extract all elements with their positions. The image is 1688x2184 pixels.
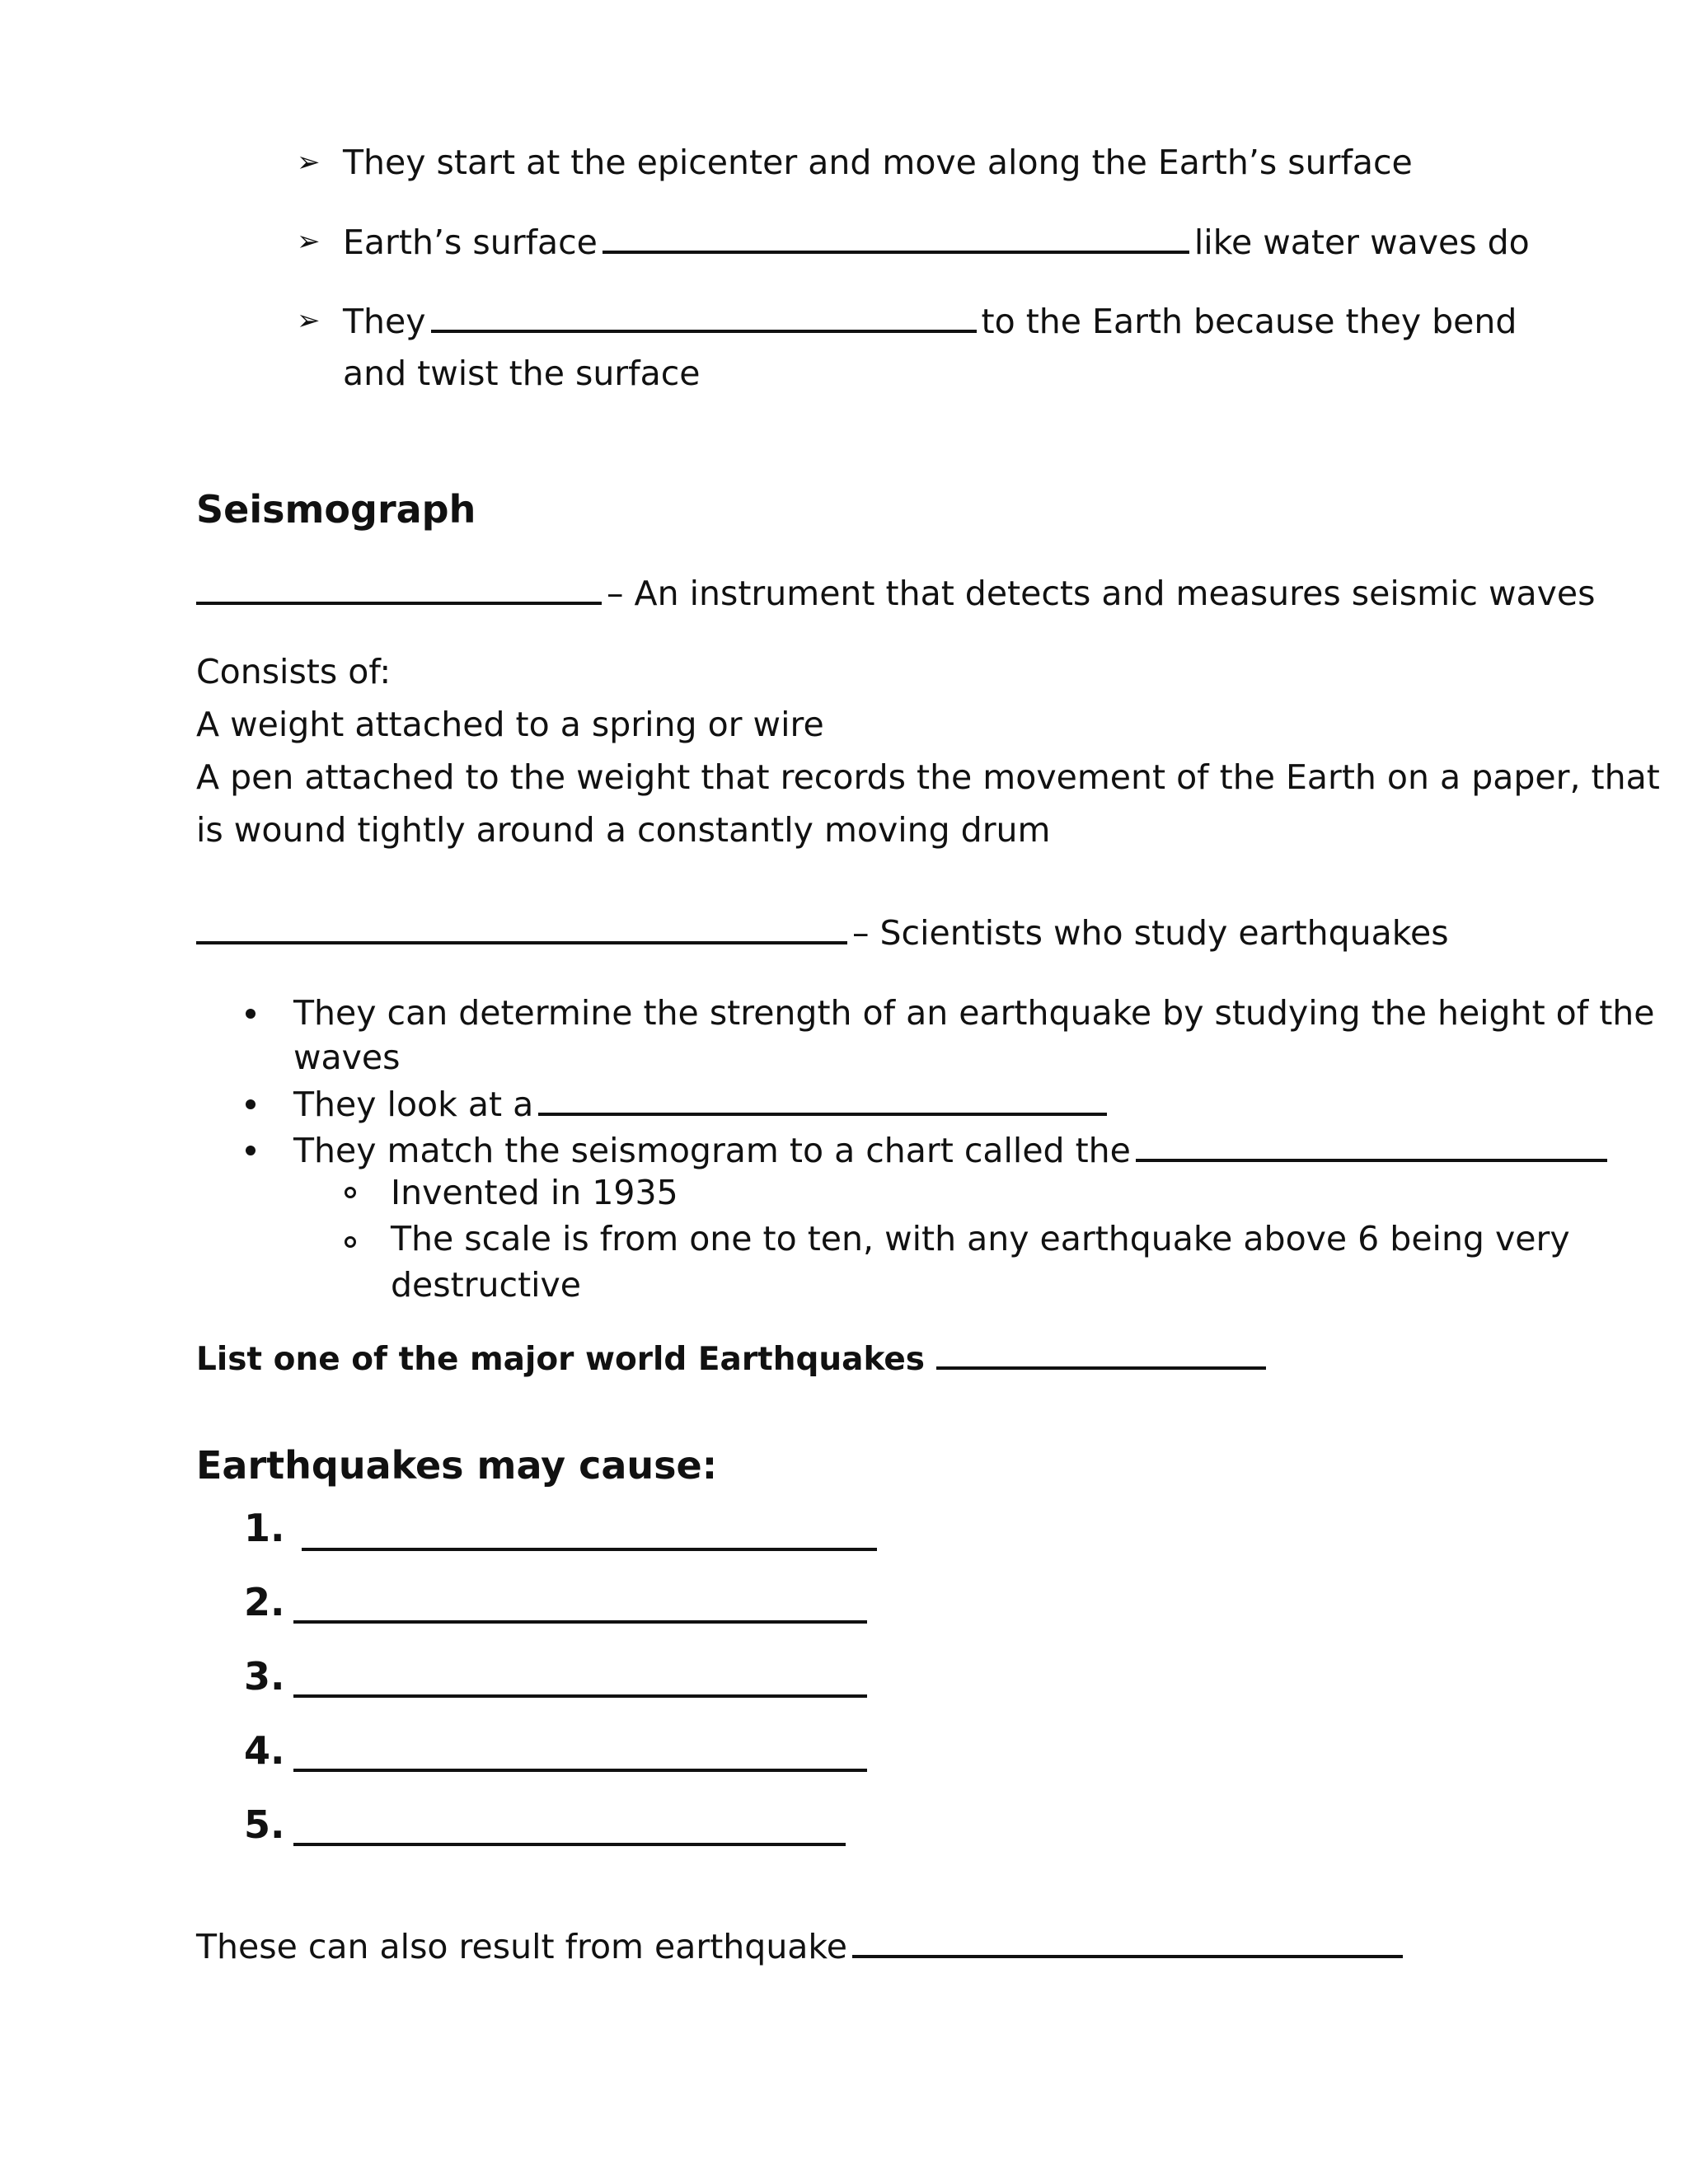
fill-in-blank[interactable]	[1136, 1129, 1607, 1162]
seismograph-definition: – An instrument that detects and measures seismic waves	[607, 574, 1596, 613]
seismologists-line	[196, 912, 1449, 954]
bullet-2	[293, 1083, 1112, 1125]
consists-of-label: Consists of:	[196, 652, 392, 691]
seismograph-definition-line	[196, 572, 1596, 614]
circle-bullet-icon	[345, 1187, 356, 1198]
dot-bullet-icon	[246, 1009, 256, 1019]
arrow-bullet-icon: ➢	[297, 146, 321, 179]
circle-bullet-icon	[345, 1236, 356, 1248]
bullet-1-line-2: waves	[293, 1038, 401, 1077]
fill-in-blank[interactable]	[196, 572, 602, 605]
bullet-1-line-1: They can determine the strength of an earthquake by studying the height of the	[293, 993, 1655, 1033]
effect-blank-3[interactable]	[293, 1691, 867, 1698]
bullet-2-text: They look at a	[293, 1085, 534, 1124]
arrow-bullet-icon: ➢	[297, 225, 321, 258]
fill-in-blank[interactable]	[603, 221, 1189, 254]
surface-wave-item-3-continued: and twist the surface	[343, 354, 701, 393]
closing-text: These can also result from earthquake	[196, 1927, 847, 1966]
effect-number-5: 5.	[244, 1802, 285, 1847]
effect-blank-1[interactable]	[302, 1544, 877, 1551]
effects-heading: Earthquakes may cause:	[196, 1443, 718, 1488]
fill-in-blank[interactable]	[431, 300, 977, 333]
surface-wave-item-3-before: They	[343, 302, 426, 341]
seismograph-part-2-line-2: is wound tightly around a constantly moving drum	[196, 810, 1051, 850]
effect-number-3: 3.	[244, 1654, 285, 1699]
surface-wave-item-3-after: to the Earth because they bend	[981, 302, 1517, 341]
surface-wave-item-2-before: Earth’s surface	[343, 223, 598, 262]
major-earthquake-label: List one of the major world Earthquakes	[196, 1341, 926, 1378]
fill-in-blank[interactable]	[196, 912, 847, 944]
dot-bullet-icon	[246, 1099, 256, 1109]
effect-blank-5[interactable]	[293, 1840, 846, 1846]
fill-in-blank[interactable]	[936, 1337, 1266, 1370]
fill-in-blank[interactable]	[538, 1083, 1107, 1116]
arrow-bullet-icon: ➢	[297, 304, 321, 337]
seismograph-part-2-line-1: A pen attached to the weight that records the movement of the Earth on a paper, that	[196, 757, 1660, 797]
dot-bullet-icon	[246, 1146, 256, 1155]
closing-line	[196, 1925, 1408, 1967]
effect-blank-2[interactable]	[293, 1617, 867, 1624]
sub-bullet-1: Invented in 1935	[391, 1173, 678, 1212]
surface-wave-item-2	[343, 221, 1530, 263]
surface-wave-item-2-after: like water waves do	[1193, 223, 1530, 262]
sub-bullet-2-line-2: destructive	[391, 1265, 582, 1305]
bullet-3	[293, 1129, 1612, 1171]
effect-blank-4[interactable]	[293, 1765, 867, 1772]
sub-bullet-2-line-1: The scale is from one to ten, with any earthquake above 6 being very	[391, 1219, 1570, 1258]
effect-number-4: 4.	[244, 1728, 285, 1773]
effect-number-2: 2.	[244, 1580, 285, 1624]
surface-wave-item-3	[343, 300, 1517, 342]
fill-in-blank[interactable]	[852, 1925, 1403, 1958]
surface-wave-item-1: They start at the epicenter and move along the Earth’s surface	[343, 143, 1413, 182]
seismograph-part-1: A weight attached to a spring or wire	[196, 705, 824, 744]
seismologists-definition: – Scientists who study earthquakes	[852, 913, 1449, 953]
bullet-3-text: They match the seismogram to a chart called the	[293, 1131, 1131, 1170]
effect-number-1: 1.	[244, 1506, 285, 1550]
major-earthquake-prompt	[196, 1337, 1271, 1380]
seismograph-heading: Seismograph	[196, 487, 476, 532]
